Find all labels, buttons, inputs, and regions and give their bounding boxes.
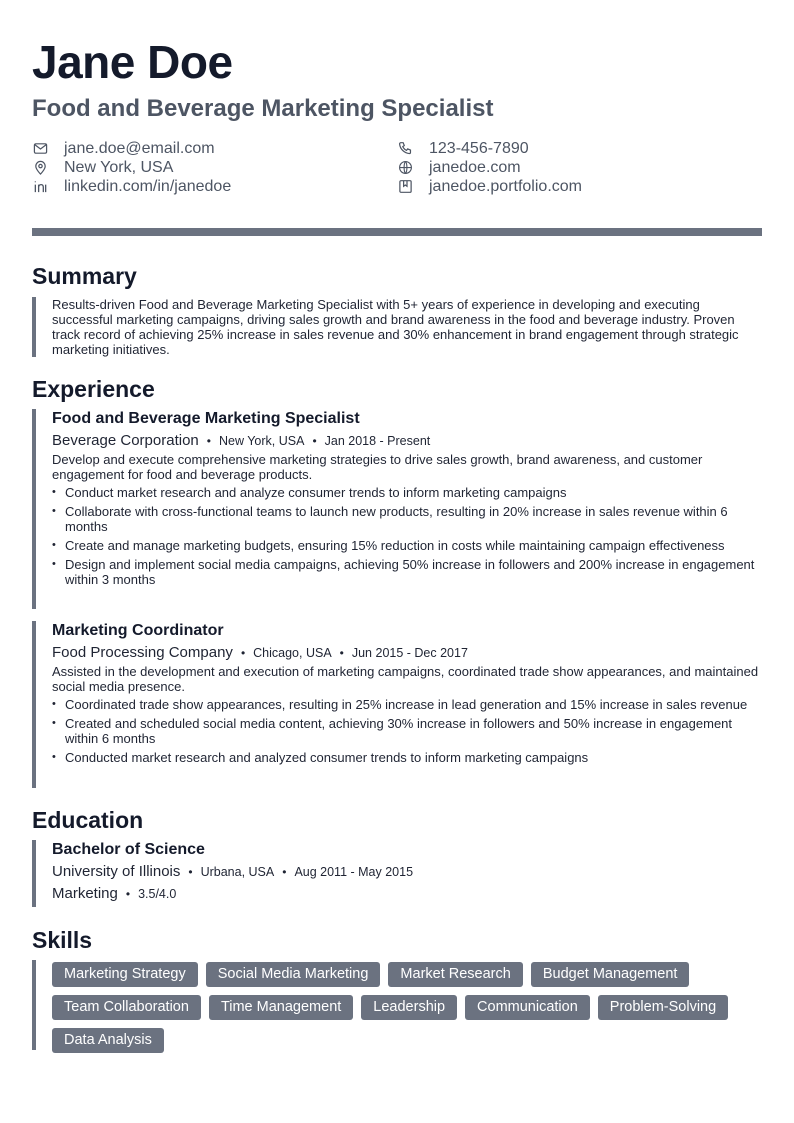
list-item: • Create and manage marketing budgets, ensuring 15% reduction in costs while maintaining campaign effectiveness — [52, 538, 762, 553]
globe-icon — [397, 160, 413, 176]
company-name: Beverage Corporation — [52, 432, 199, 449]
experience-item — [32, 621, 762, 788]
separator-dot: • — [125, 887, 131, 901]
skills-heading: Skills — [32, 927, 93, 953]
website-text[interactable]: janedoe.com — [429, 159, 521, 176]
email-text[interactable]: jane.doe@email.com — [64, 140, 215, 157]
linkedin-icon — [32, 179, 48, 195]
job-meta — [52, 643, 762, 663]
skill-tag: Social Media Marketing — [206, 962, 381, 987]
candidate-role: Food and Beverage Marketing Specialist — [32, 95, 494, 122]
job-title: Marketing Coordinator — [52, 622, 224, 639]
skill-tag: Problem-Solving — [598, 995, 728, 1020]
job-bullets — [52, 697, 762, 765]
list-item: • Coordinated trade show appearances, resulting in 25% increase in lead generation and 15% increase in sales revenue — [52, 697, 762, 712]
summary-text: Results-driven Food and Beverage Marketing Specialist with 5+ years of experience in developing and executing successful marketing campaigns, driving sales growth and brand awareness in the food and beverage industry. Proven track record of achieving 25% increase in sales revenue and 30% enhancement in brand engagement through strategic marketing initiatives. — [52, 297, 739, 357]
separator-dot: • — [188, 865, 193, 879]
company-name: Food Processing Company — [52, 644, 233, 661]
contact-portfolio[interactable] — [397, 177, 582, 196]
candidate-name: Jane Doe — [32, 36, 233, 88]
map-pin-icon — [32, 160, 48, 176]
separator-dot: • — [206, 434, 211, 448]
linkedin-text[interactable]: linkedin.com/in/janedoe — [64, 178, 232, 195]
job-title: Food and Beverage Marketing Specialist — [52, 410, 360, 427]
job-location: Chicago, USA — [253, 646, 332, 660]
header-divider — [32, 228, 762, 236]
contact-email[interactable] — [32, 139, 215, 158]
education-meta — [52, 862, 762, 882]
job-location: New York, USA — [218, 434, 305, 448]
separator-dot: • — [339, 646, 344, 660]
contact-location — [32, 158, 174, 177]
skill-tag: Budget Management — [531, 962, 690, 987]
envelope-icon — [32, 141, 48, 157]
school-location: Urbana, USA — [200, 865, 275, 879]
list-item: • Design and implement social media campaigns, achieving 50% increase in followers and 200% increase in engagement within 3 months — [52, 557, 762, 587]
bookmark-icon — [397, 179, 413, 195]
experience-item — [32, 409, 762, 609]
job-description: Develop and execute comprehensive marketing strategies to drive sales growth, brand awareness, and customer engagement for food and beverage products. — [52, 452, 703, 482]
list-item: • Collaborate with cross-functional teams to launch new products, resulting in 20% increase in sales revenue within 6 months — [52, 504, 762, 534]
job-bullets — [52, 485, 762, 587]
skill-tag: Leadership — [361, 995, 457, 1020]
contact-phone[interactable] — [397, 139, 529, 158]
skills-list — [52, 962, 762, 1053]
separator-dot: • — [312, 434, 317, 448]
list-item: • Conduct market research and analyze consumer trends to inform marketing campaigns — [52, 485, 762, 500]
contact-info — [32, 139, 762, 199]
skill-tag: Market Research — [388, 962, 522, 987]
list-item: • Conducted market research and analyzed consumer trends to inform marketing campaigns — [52, 750, 762, 765]
gpa: 3.5/4.0 — [138, 887, 177, 901]
summary-heading: Summary — [32, 263, 137, 289]
education-dates: Aug 2011 - May 2015 — [294, 865, 414, 879]
portfolio-text[interactable]: janedoe.portfolio.com — [429, 178, 582, 195]
degree-title: Bachelor of Science — [52, 841, 205, 858]
location-text: New York, USA — [64, 159, 174, 176]
job-dates: Jun 2015 - Dec 2017 — [351, 646, 468, 660]
separator-dot: • — [282, 865, 287, 879]
education-field-meta — [52, 884, 762, 904]
skills-block — [32, 960, 762, 1050]
contact-linkedin[interactable] — [32, 177, 232, 196]
skill-tag: Communication — [465, 995, 590, 1020]
job-dates: Jan 2018 - Present — [324, 434, 431, 448]
education-item — [32, 840, 762, 907]
list-item: • Created and scheduled social media content, achieving 30% increase in followers and 50% increase in engagement within 6 months — [52, 716, 762, 746]
field-of-study: Marketing — [52, 885, 118, 902]
skill-tag: Time Management — [209, 995, 353, 1020]
skill-tag: Data Analysis — [52, 1028, 164, 1053]
skill-tag: Marketing Strategy — [52, 962, 198, 987]
phone-text[interactable]: 123-456-7890 — [429, 140, 529, 157]
job-meta — [52, 431, 762, 451]
experience-heading: Experience — [32, 376, 155, 402]
skill-tag: Team Collaboration — [52, 995, 201, 1020]
education-heading: Education — [32, 807, 144, 833]
summary-block — [32, 297, 762, 357]
job-description: Assisted in the development and execution of marketing campaigns, coordinated trade show appearances, and maintained social media presence. — [52, 664, 759, 694]
school-name: University of Illinois — [52, 863, 181, 880]
phone-icon — [397, 141, 413, 157]
contact-website[interactable] — [397, 158, 521, 177]
separator-dot: • — [240, 646, 246, 660]
